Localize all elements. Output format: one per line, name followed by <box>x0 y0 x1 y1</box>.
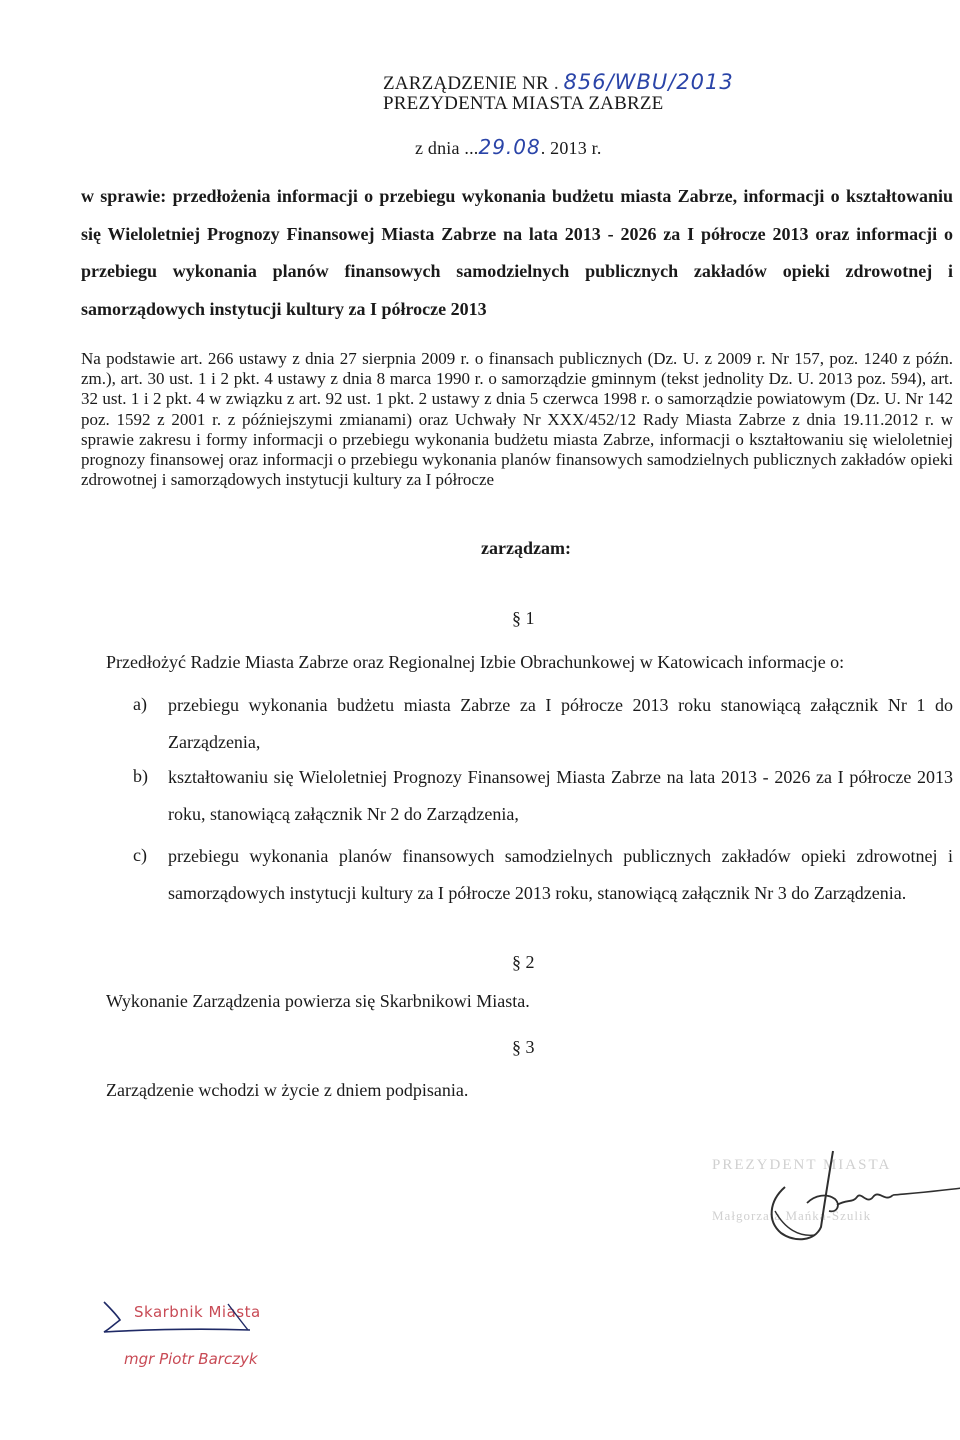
item-a-text: przebiegu wykonania budżetu miasta Zabrze za I półrocze 2013 roku stanowiącą załącznik Nr 1 do Zarządzenia, <box>168 695 953 752</box>
president-seal-line2: Małgorzata Mańka-Szulik <box>712 1208 872 1223</box>
item-c-text: przebiegu wykonania planów finansowych samodzielnych publicznych zakładów opieki zdrowotnej i samorządowych instytucji kultury za I półrocze 2013 roku, stanowiącą załącznik Nr 3 do Zarządzenia. <box>168 846 953 903</box>
decree-number-dots: . <box>553 73 559 94</box>
section-1-mark: § 1 <box>512 608 535 628</box>
section-2-text: Wykonanie Zarządzenia powierza się Skarbnikowi Miasta. <box>106 991 530 1011</box>
treasurer-stamp-title: Skarbnik Miasta <box>134 1303 261 1321</box>
president-seal-line1: PREZYDENT MIASTA <box>712 1157 892 1173</box>
section-3-text: Zarządzenie wchodzi w życie z dniem podpisania. <box>106 1080 469 1100</box>
legal-basis-paragraph: Na podstawie art. 266 ustawy z dnia 27 sierpnia 2009 r. o finansach publicznych (Dz. U. z 2009 r. Nr 157, poz. 1240 z późn. zm.), art. 30 ust. 1 i 2 pkt. 4 ustawy z dnia 8 marca 1990 r. o samorządzie gminnym (tekst jednolity Dz. U. 2013 poz. 594), art. 32 ust. 1 i 2 pkt. 4 w związku z art. 92 ust. 1 pkt. 2 ustawy z dnia 5 czerwca 1998 r. o samorządzie powiatowym (Dz. U. Nr 142 poz. 1592 z 2001 r. z późniejszymi zmianami) oraz Uchwały Nr XXX/452/12 Rady Miasta Zabrze z dnia 19.11.2012 r. w sprawie zakresu i formy informacji o przebiegu wykonania budżetu miasta Zabrze, informacji o kształtowaniu się wieloletniej prognozy finansowej oraz informacji o przebiegu wykonania planów finansowych samodzielnych publicznych zakładów opieki zdrowotnej i samorządowych instytucji kultury za I półrocze <box>81 349 953 490</box>
decree-title <box>383 70 734 95</box>
decree-subtitle: PREZYDENTA MIASTA ZABRZE <box>383 93 664 114</box>
handwritten-decree-number: 856/WBU/2013 <box>563 70 734 94</box>
subject-paragraph: w sprawie: przedłożenia informacji o przebiegu wykonania budżetu miasta Zabrze, informacji o kształtowaniu się Wieloletniej Prognozy Finansowej Miasta Zabrze na lata 2013 - 2026 za I półrocze 2013 oraz informacji o przebiegu wykonania planów finansowych samodzielnych publicznych zakładów opieki zdrowotnej i samorządowych instytucji kultury za I półrocze 2013 <box>81 186 953 319</box>
decree-word: zarządzam: <box>481 538 571 558</box>
item-b-text: kształtowaniu się Wieloletniej Prognozy Finansowej Miasta Zabrze na lata 2013 - 2026 za I półrocze 2013 roku, stanowiącą załącznik Nr 2 do Zarządzenia, <box>168 767 953 824</box>
date-prefix: z dnia ... <box>415 138 479 158</box>
president-signature <box>755 1145 960 1255</box>
date-suffix: . 2013 r. <box>540 138 602 158</box>
item-b-marker: b) <box>133 766 148 786</box>
section-1-intro: Przedłożyć Radzie Miasta Zabrze oraz Regionalnej Izbie Obrachunkowej w Katowicach informacje o: <box>106 652 845 672</box>
item-a-marker: a) <box>133 694 147 714</box>
section-3-mark: § 3 <box>512 1037 535 1057</box>
decree-title-prefix: ZARZĄDZENIE NR <box>383 73 549 94</box>
decree-date <box>415 135 602 159</box>
section-2-mark: § 2 <box>512 952 535 972</box>
treasurer-signature <box>100 1300 260 1340</box>
handwritten-date: 29.08 <box>478 135 541 159</box>
treasurer-stamp-name: mgr Piotr Barczyk <box>124 1350 258 1368</box>
item-c-marker: c) <box>133 845 147 865</box>
